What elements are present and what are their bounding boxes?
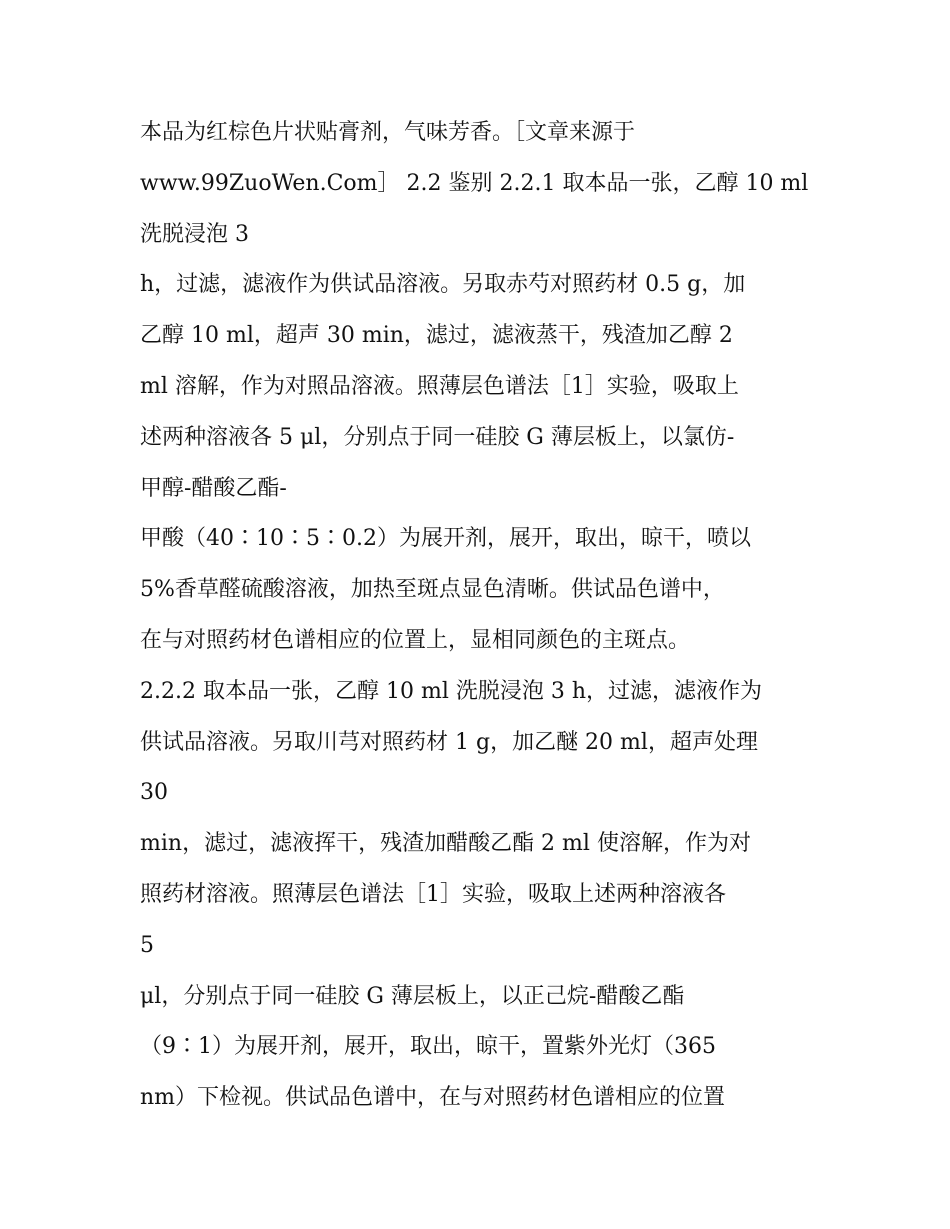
- text-line-3: 洗脱浸泡 3: [140, 221, 249, 247]
- text-line-19: （9∶1）为展开剂，展开，取出，晾干，置紫外光灯（365: [140, 1034, 716, 1060]
- text-line-2: www.99ZuoWen.Com］ 2.2 鉴别 2.2.1 取本品一张，乙醇 10 ml: [140, 170, 809, 196]
- text-line-9: 甲酸（40∶10∶5∶0.2）为展开剂，展开，取出，晾干，喷以: [140, 526, 751, 552]
- text-line-1: 本品为红棕色片状贴膏剂，气味芳香。［文章来源于: [140, 120, 636, 145]
- text-line-5: 乙醇 10 ml，超声 30 min，滤过，滤液蒸干，残渣加乙醇 2: [140, 323, 733, 349]
- text-line-12: 2.2.2 取本品一张，乙醇 10 ml 洗脱浸泡 3 h，过滤，滤液作为: [140, 678, 762, 704]
- text-line-17: 5: [140, 932, 154, 958]
- text-line-10: 5%香草醛硫酸溶液，加热至斑点显色清晰。供试品色谱中，: [140, 577, 725, 603]
- text-line-16: 照药材溶液。照薄层色谱法［1］实验，吸取上述两种溶液各: [140, 881, 726, 907]
- text-line-20: nm）下检视。供试品色谱中，在与对照药材色谱相应的位置: [140, 1085, 726, 1111]
- text-line-11: 在与对照药材色谱相应的位置上，显相同颜色的主斑点。: [140, 627, 691, 653]
- text-line-8: 甲醇-醋酸乙酯-: [140, 475, 287, 501]
- text-line-15: min，滤过，滤液挥干，残渣加醋酸乙酯 2 ml 使溶解，作为对: [140, 831, 751, 857]
- text-line-18: μl，分别点于同一硅胶 G 薄层板上，以正己烷-醋酸乙酯: [140, 983, 685, 1009]
- text-line-13: 供试品溶液。另取川芎对照药材 1 g，加乙醚 20 ml，超声处理: [140, 729, 758, 755]
- body-text: [140, 108, 820, 1124]
- text-line-14: 30: [140, 780, 168, 806]
- text-line-6: ml 溶解，作为对照品溶液。照薄层色谱法［1］实验，吸取上: [140, 373, 739, 399]
- text-line-7: 述两种溶液各 5 μl，分别点于同一硅胶 G 薄层板上，以氯仿-: [140, 424, 735, 450]
- text-line-4: h，过滤，滤液作为供试品溶液。另取赤芍对照药材 0.5 g，加: [140, 272, 746, 298]
